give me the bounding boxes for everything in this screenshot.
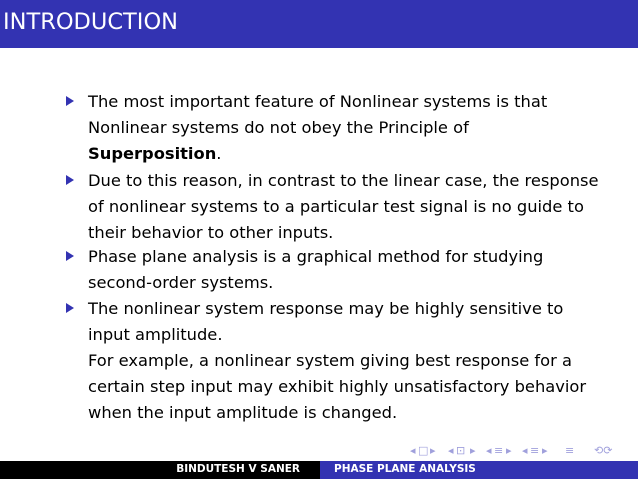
- bullet-marker-icon: [66, 251, 74, 261]
- nav-next-frame-icon[interactable]: ▸: [430, 444, 436, 457]
- nav-search-icon[interactable]: ⟲⟳: [594, 444, 613, 457]
- nav-prev-subsection-icon[interactable]: ◂: [448, 444, 454, 457]
- bullet-punctuation: .: [216, 144, 222, 163]
- nav-next-section-icon[interactable]: ▸: [506, 444, 512, 457]
- bullet-item: [88, 168, 608, 246]
- bullet-line: [88, 141, 608, 167]
- footer-title: PHASE PLANE ANALYSIS: [334, 463, 476, 475]
- footer-author: BINDUTESH V SANER: [176, 463, 300, 475]
- nav-section-icon[interactable]: ≡: [494, 444, 504, 457]
- slide-title: INTRODUCTION: [3, 9, 178, 35]
- bullet-line: of nonlinear systems to a particular test signal is no guide to: [88, 197, 584, 216]
- navigation-bar: [410, 441, 638, 461]
- footer-author-panel: [0, 461, 320, 479]
- bullet-line: second-order systems.: [88, 273, 274, 292]
- nav-appendix-icon[interactable]: ≡: [565, 444, 575, 457]
- bullet-marker-icon: [66, 303, 74, 313]
- bullet-marker-icon: [66, 175, 74, 185]
- nav-prev-document-icon[interactable]: ◂: [522, 444, 528, 457]
- nav-frame-icon[interactable]: □: [418, 444, 429, 457]
- bullet-line: Due to this reason, in contrast to the linear case, the response: [88, 171, 599, 190]
- nav-next-subsection-icon[interactable]: ▸: [470, 444, 476, 457]
- bullet-line: The most important feature of Nonlinear systems is that: [88, 92, 548, 111]
- bullet-line: certain step input may exhibit highly unsatisfactory behavior: [88, 377, 587, 396]
- footer-title-panel: [320, 461, 638, 479]
- bullet-item: [88, 296, 608, 426]
- nav-subsection-icon[interactable]: ⊡: [456, 444, 466, 457]
- nav-document-icon[interactable]: ≡: [530, 444, 540, 457]
- bullet-marker-icon: [66, 96, 74, 106]
- nav-prev-section-icon[interactable]: ◂: [486, 444, 492, 457]
- bullet-item: [88, 244, 608, 296]
- nav-prev-frame-icon[interactable]: ◂: [410, 444, 416, 457]
- bullet-line: their behavior to other inputs.: [88, 223, 334, 242]
- slide-footer: [0, 461, 638, 479]
- bullet-line: The nonlinear system response may be highly sensitive to: [88, 299, 564, 318]
- bullet-line: input amplitude.: [88, 325, 223, 344]
- bold-term: Superposition: [88, 144, 217, 163]
- bullet-item: [88, 89, 608, 167]
- bullet-line: when the input amplitude is changed.: [88, 403, 398, 422]
- bullet-line: Phase plane analysis is a graphical method for studying: [88, 247, 544, 266]
- nav-next-document-icon[interactable]: ▸: [542, 444, 548, 457]
- bullet-line: Nonlinear systems do not obey the Principle of: [88, 118, 469, 137]
- bullet-line: For example, a nonlinear system giving best response for a: [88, 351, 572, 370]
